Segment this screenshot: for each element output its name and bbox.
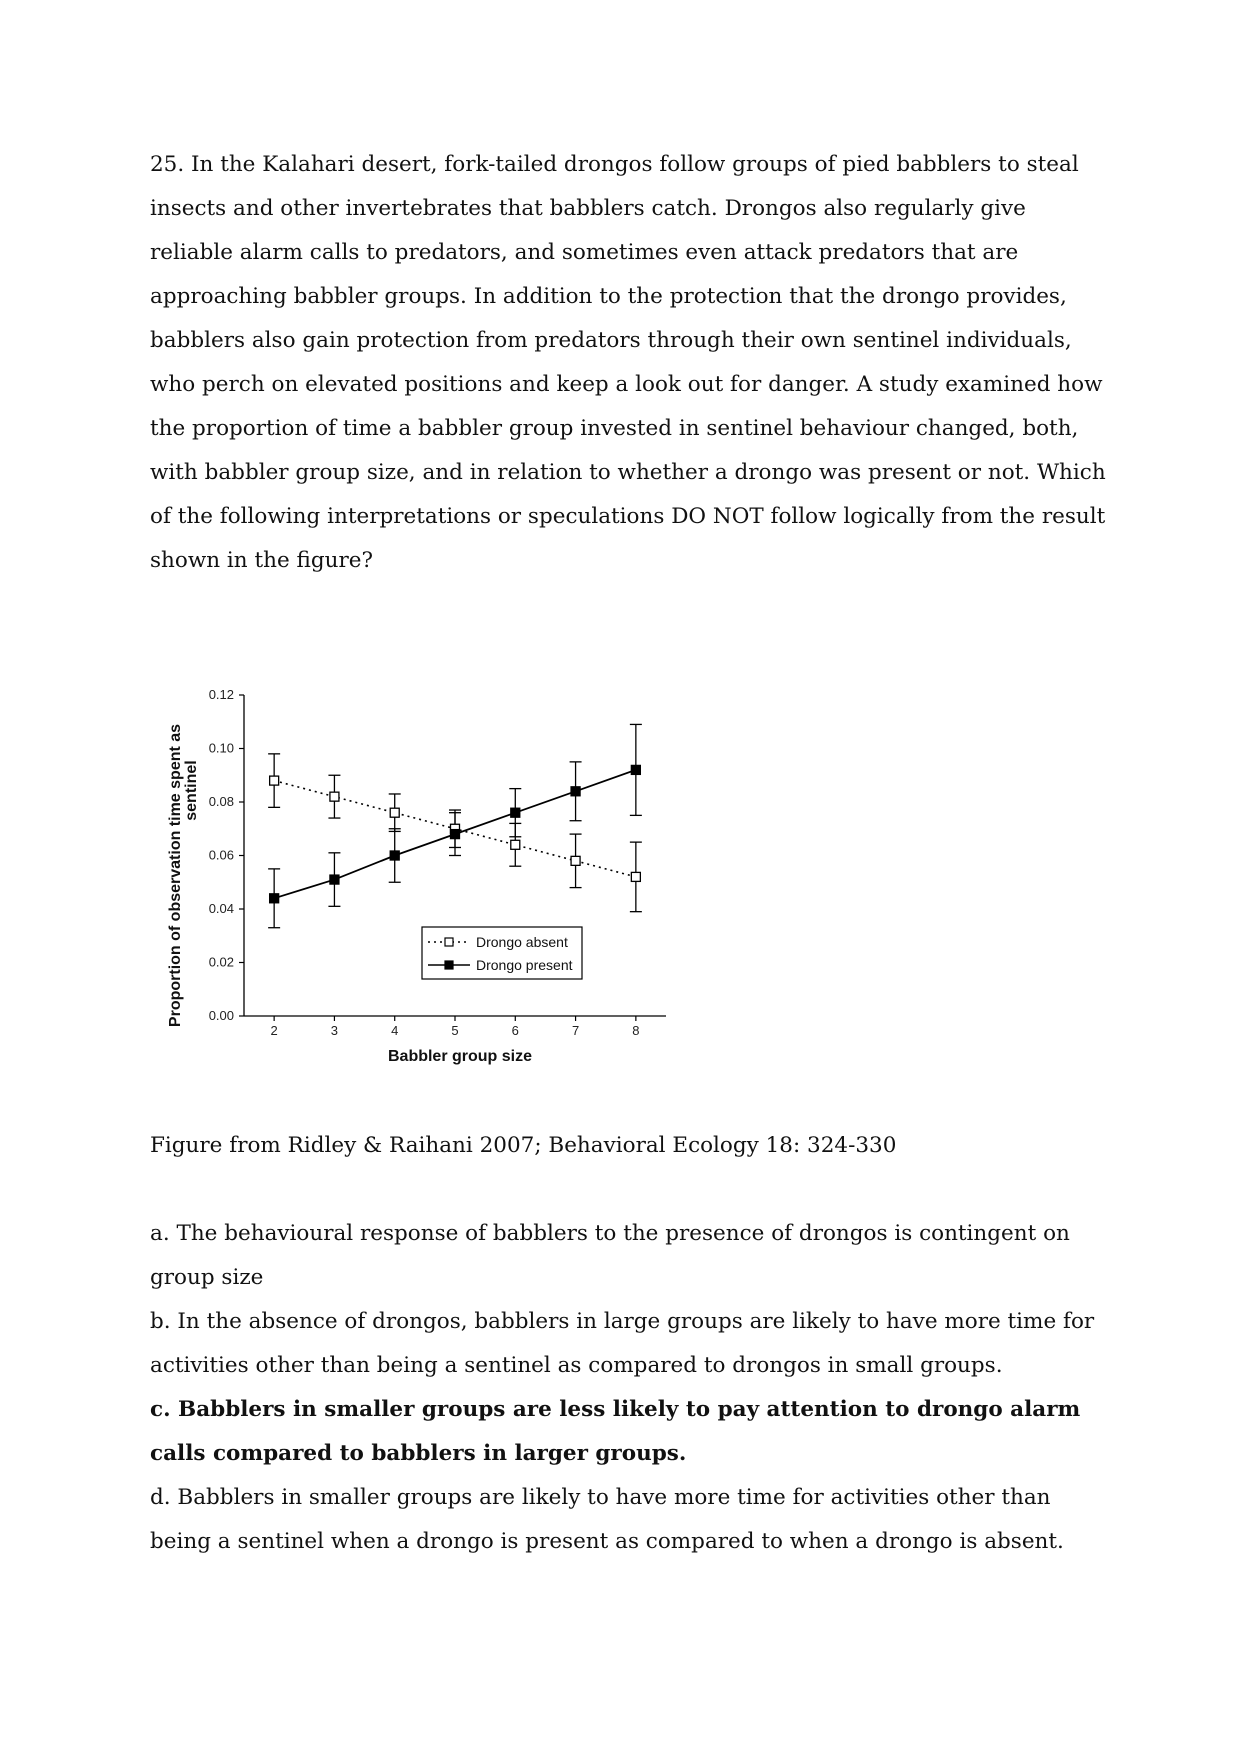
data-point-absent <box>330 792 339 801</box>
y-tick-label: 0.08 <box>208 794 234 809</box>
y-tick-label: 0.00 <box>208 1008 234 1023</box>
figure <box>150 675 690 1095</box>
option-c: c. Babblers in smaller groups are less likely to pay attention to drongo alarm calls compared to babblers in larger groups. <box>150 1397 1081 1466</box>
x-tick-label: 5 <box>451 1023 459 1038</box>
answer-options <box>150 1212 1110 1564</box>
data-point-present <box>451 830 460 839</box>
data-point-present <box>390 851 399 860</box>
question-text: 25. In the Kalahari desert, fork-tailed drongos follow groups of pied babblers to steal insects and other invertebrates that babblers catch. Drongos also regularly give reliable alarm calls to predators, and sometimes even attack predators that are approaching babbler groups. In addition to the protection that the drongo provides, babblers also gain protection from predators through their own sentinel individuals, who perch on elevated positions and keep a look out for danger. A study examined how the proportion of time a babbler group invested in sentinel behaviour changed, both, with babbler group size, and in relation to whether a drongo was present or not. Which of the following interpretations or speculations DO NOT follow logically from the result shown in the figure? <box>150 152 1106 573</box>
y-tick-label: 0.04 <box>208 901 234 916</box>
data-point-absent <box>631 872 640 881</box>
data-point-present <box>631 765 640 774</box>
data-point-present <box>270 894 279 903</box>
data-point-present <box>571 787 580 796</box>
x-tick-label: 4 <box>391 1023 399 1038</box>
x-tick-label: 6 <box>511 1023 519 1038</box>
option-d: d. Babblers in smaller groups are likely to have more time for activities other than being a sentinel when a drongo is present as compared to when a drongo is absent. <box>150 1485 1064 1554</box>
legend-marker-absent <box>445 938 453 946</box>
data-point-absent <box>511 840 520 849</box>
chart-axes <box>167 687 666 1065</box>
chart-marks <box>268 724 642 927</box>
data-point-present <box>330 875 339 884</box>
y-axis-title-line2: sentinel <box>183 760 200 821</box>
x-tick-label: 7 <box>571 1023 580 1038</box>
sentinel-chart <box>150 675 690 1095</box>
y-axis-title-line1: Proportion of observation time spent as <box>167 723 184 1028</box>
data-point-absent <box>571 856 580 865</box>
legend-marker-present <box>445 961 453 969</box>
y-tick-label: 0.06 <box>208 847 234 863</box>
figure-caption: Figure from Ridley & Raihani 2007; Behavioral Ecology 18: 324-330 <box>150 1133 897 1158</box>
legend-label-absent: Drongo absent <box>476 934 568 950</box>
y-tick-label: 0.12 <box>208 687 234 702</box>
data-point-present <box>511 808 520 817</box>
chart-legend <box>422 927 582 979</box>
option-a: a. The behavioural response of babblers to the presence of drongos is contingent on group size <box>150 1221 1070 1290</box>
x-tick-label: 8 <box>632 1023 640 1038</box>
x-tick-label: 3 <box>330 1023 339 1038</box>
y-tick-label: 0.02 <box>208 954 234 970</box>
y-tick-label: 0.10 <box>208 740 234 756</box>
legend-label-present: Drongo present <box>476 957 573 973</box>
option-b: b. In the absence of drongos, babblers in large groups are likely to have more time for activities other than being a sentinel as compared to drongos in small groups. <box>150 1309 1095 1378</box>
data-point-absent <box>270 776 279 785</box>
x-axis-title: Babbler group size <box>387 1048 533 1065</box>
x-tick-label: 2 <box>270 1023 278 1038</box>
data-point-absent <box>390 808 399 817</box>
